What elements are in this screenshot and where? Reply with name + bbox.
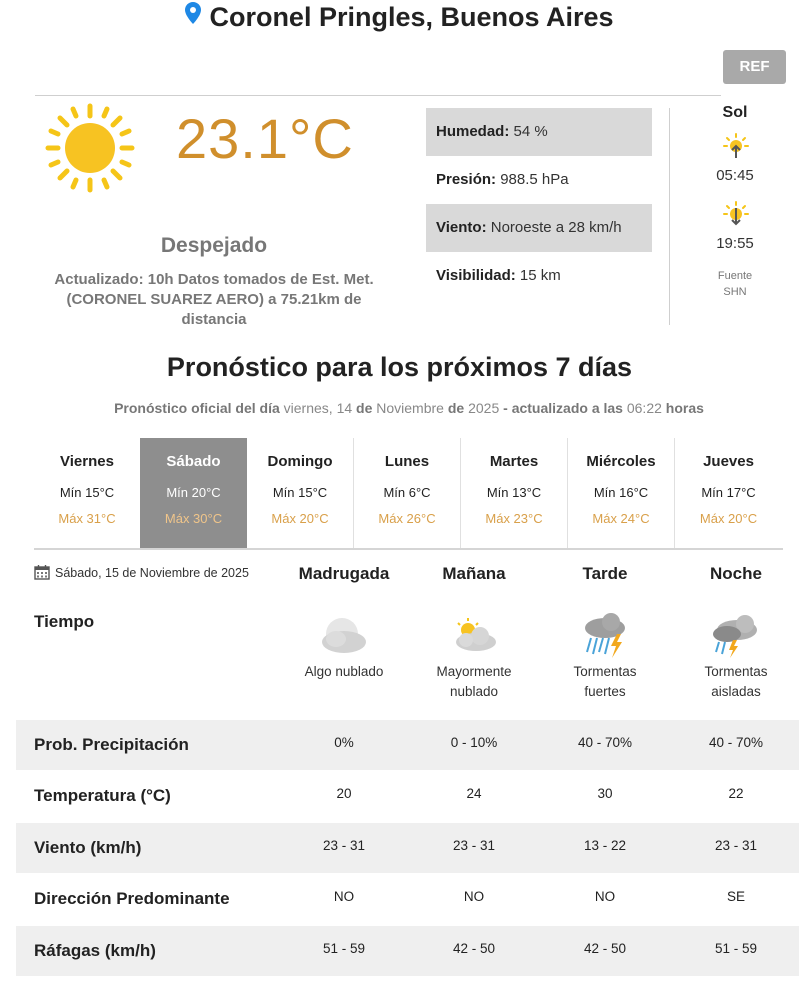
location-name: Coronel Pringles, Buenos Aires [209, 2, 614, 32]
row-temperature: Temperatura (°C) 20 24 30 22 [34, 786, 744, 805]
day-tab-domingo[interactable]: Domingo Mín 15°C Máx 20°C [247, 438, 354, 548]
partly-cloudy-night-icon [316, 612, 372, 660]
condition-noche: Tormentas aisladas [704, 664, 768, 699]
detail-date: Sábado, 15 de Noviembre de 2025 [34, 564, 249, 580]
tiempo-label: Tiempo [34, 612, 95, 631]
page-title [0, 2, 799, 34]
location-pin-icon [185, 0, 201, 31]
period-manana: Mañana [442, 564, 506, 583]
current-condition: Despejado [160, 234, 268, 257]
day-tab-jueves[interactable]: Jueves Mín 17°C Máx 20°C [699, 453, 758, 526]
condition-manana: Mayormente nublado [436, 664, 512, 699]
calendar-icon [34, 564, 50, 580]
day-tab-miercoles[interactable]: Miércoles Mín 16°C Máx 24°C [568, 438, 675, 548]
sunset-icon [722, 200, 750, 228]
forecast-title: Pronóstico para los próximos 7 días [166, 352, 633, 382]
period-noche: Noche [710, 564, 762, 583]
period-madrugada: Madrugada [298, 564, 390, 583]
day-tab-lunes[interactable]: Lunes Mín 6°C Máx 26°C [354, 438, 461, 548]
sun-heading: Sol [722, 104, 748, 121]
data-source: Fuente SHN [717, 270, 753, 298]
forecast-subtitle: Pronóstico oficial del día viernes, 14 de Noviembre de 2025 - actualizado a las 06:22 horas [114, 400, 704, 416]
row-gusts: Ráfagas (km/h) 51 - 59 42 - 50 42 - 50 51 - 59 [16, 926, 799, 976]
thunderstorm-isolated-icon [707, 612, 763, 660]
day-tab-sabado[interactable]: Sábado Mín 20°C Máx 30°C [140, 438, 247, 548]
days-strip [34, 438, 783, 550]
divider [669, 108, 670, 325]
stat-humidity: Humedad: 54 % [426, 108, 652, 156]
sun-icon [44, 102, 136, 194]
condition-tarde: Tormentas fuertes [573, 664, 637, 699]
mostly-cloudy-icon [446, 612, 502, 660]
current-temperature: 23.1°C [176, 107, 354, 170]
sunrise-time: 05:45 [716, 167, 754, 184]
period-tarde: Tarde [582, 564, 628, 583]
ref-button[interactable]: REF [723, 50, 786, 84]
row-direction: Dirección Predominante NO NO NO SE [34, 889, 745, 908]
update-info: Actualizado: 10h Datos tomados de Est. Met. (CORONEL SUAREZ AERO) a 75.21km de distancia [54, 271, 374, 328]
condition-madrugada: Algo nublado [304, 664, 384, 679]
stat-wind: Viento: Noroeste a 28 km/h [426, 204, 652, 252]
day-tab-martes[interactable]: Martes Mín 13°C Máx 23°C [461, 438, 568, 548]
thunderstorm-heavy-icon [577, 612, 633, 660]
day-tab-viernes[interactable]: Viernes Mín 15°C Máx 31°C [34, 438, 141, 548]
row-precipitation: Prob. Precipitación 0% 0 - 10% 40 - 70% 40 - 70% [16, 720, 799, 770]
sunset-time: 19:55 [716, 235, 754, 252]
row-wind: Viento (km/h) 23 - 31 23 - 31 13 - 22 23 - 31 [16, 823, 799, 873]
sunrise-icon [722, 132, 750, 160]
stat-visibility: Visibilidad: 15 km [436, 267, 561, 284]
stat-pressure: Presión: 988.5 hPa [436, 171, 569, 188]
divider [35, 95, 721, 96]
